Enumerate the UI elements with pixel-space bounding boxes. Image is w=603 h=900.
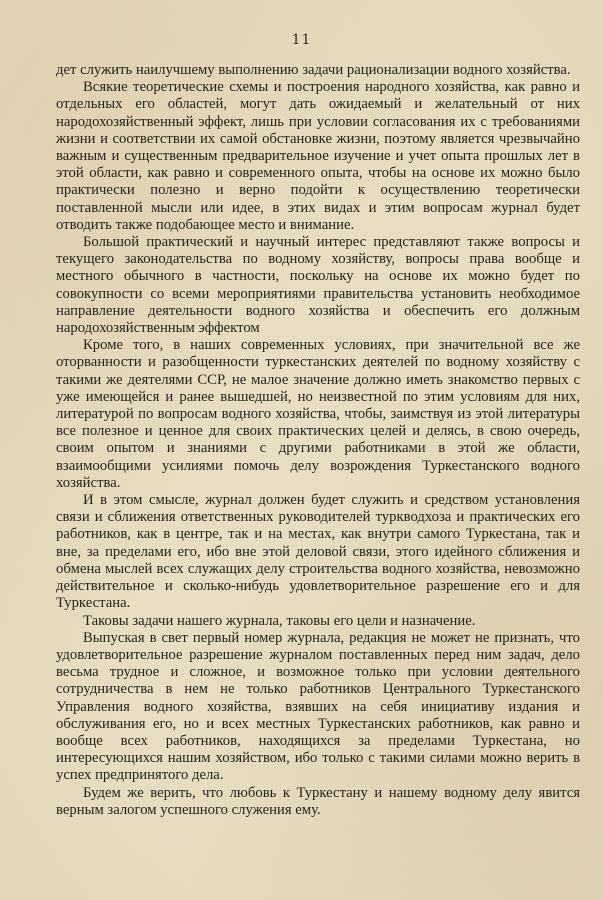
paragraph-goals: Таковы задачи нашего журнала, таковы его цели и назначение.: [83, 612, 476, 629]
paragraph-legislation: Большой практический и научный интерес представляют также вопросы и текущего законодательства по водному хозяйству, вопросы права вообще и местного обычного в частности, поскольку на основе их можно будет по совокупности со всеми мероприятиями правительства установить необходимое направление деятельности водного хозяйства и обеспечить его должным народохозяйственным эффектом: [56, 234, 580, 337]
paragraph-first-issue: Выпуская в свет первый номер журнала, редакция не может не признать, что удовлетворительное разрешение журналом поставленных перед ним задач, дело весьма трудное и сложное, и возможное только при условии деятельного сотрудничества в нем не только работников Центрального Туркестанского Управления водного хозяйства, взявших на себя инициативу издания и обслуживания его, но и всех местных Туркестанских работников, как равно и вообще всех работников, находящихся за пределами Туркестана, но интересующихся нашим хозяйством, ибо только с такими силами можно верить в успех предпринятого дела.: [56, 629, 580, 784]
paragraph-literature: Кроме того, в наших современных условиях, при значительной все же оторванности и разобщенности туркестанских деятелей по водному хозяйству с такими же деятелями ССР, не малое значение должно иметь знакомство первых с уже имеющейся и ранее вышедшей, но неизвестной по этим условиям для них, литературой по вопросам водного хозяйства, чтобы, заимствуя из этой литературы все полезное и ценное для своих практических целей и делясь, в свою очередь, своим опытом и знаниями с другими работниками в этой же области, взаимообщими усилиями помочь делу возрождения Туркестанского водного хозяйства.: [56, 337, 580, 491]
paragraph-theoretical-schemes: Всякие теоретические схемы и построения народного хозяйства, как равно и отдельных его областей, могут дать ожидаемый и желательный от них народохозяйственный эффект, лишь при условии согласования их с требованиями жизни и соответствии их самой обстановке жизни, поэтому является чрезвычайно важным и существенным предварительное изучение и учет опыта прошлых лет в этой области, как равно и современного опыта, чтобы на основе их можно было практически полезно и верно подойти к осуществлению теоретически поставленной мысли или идее, в этих видах и этим вопросам журнал будет отводить также подобающее место и внимание.: [56, 79, 580, 233]
paragraph-closing: Будем же верить, что любовь к Туркестану и нашему водному делу явится верным залогом успешного служения ему.: [56, 784, 580, 818]
paragraph-continuation: дет служить наилучшему выполнению задачи рационализации водного хозяйства.: [56, 62, 571, 78]
paragraph-connection: И в этом смысле, журнал должен будет служить и средством установления связи и сближения ответственных руководителей туркводхоза и практических его работников, как в центре, так и на местах, как внутри самого Туркестана, так и вне, за пределами его, ибо вне этой деловой связи, этого идейного сближения и обмена мыслей всех служащих делу строительства водного хозяйства, невозможно действительное и сколько-нибудь удовлетворительное разрешение его и для Туркестана.: [56, 492, 580, 612]
body-text: [56, 62, 580, 819]
page-number: 11: [291, 32, 312, 48]
